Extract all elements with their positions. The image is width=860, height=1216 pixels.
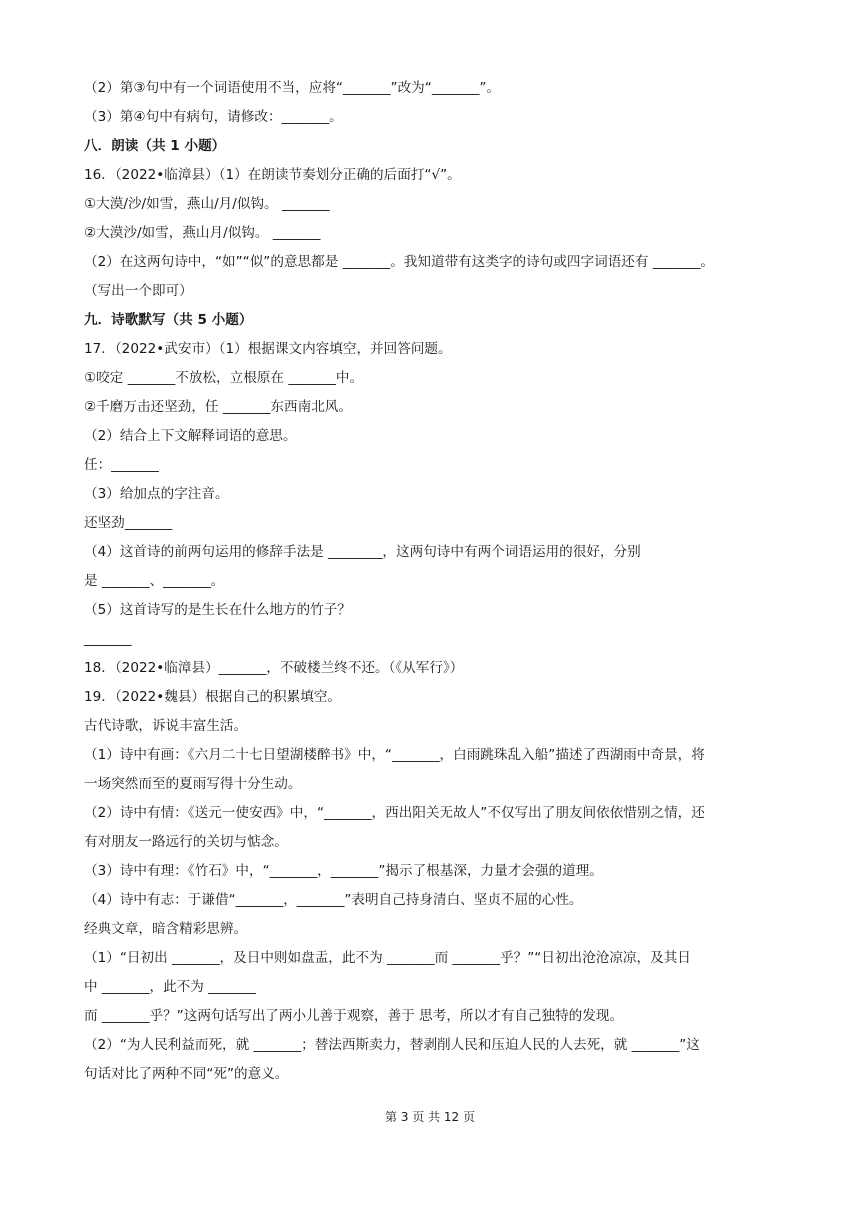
text-line: 一场突然而至的夏雨写得十分生动。 <box>84 776 302 792</box>
text-line: （4）诗中有志：于谦借“_______，_______”表明自己持身清白、坚贞不屈的心性。 <box>84 892 583 908</box>
text-line: 18．（2022•临漳县）_______，不破楼兰终不还。（《从军行》） <box>84 660 464 676</box>
text-line: （3）诗中有理：《竹石》中，“_______，_______”揭示了根基深，力量才会强的道理。 <box>84 863 603 879</box>
text-line: ②大漠沙/如雪，燕山月/似钩。 _______ <box>84 225 321 241</box>
text-line: 17．（2022•武安市）（1）根据课文内容填空，并回答问题。 <box>84 341 452 357</box>
text-line: 19．（2022•魏县）根据自己的积累填空。 <box>84 689 342 705</box>
text-line: （1）诗中有画：《六月二十七日望湖楼醉书》中，“_______，白雨跳珠乱入船”描述了西湖雨中奇景，将 <box>84 747 705 763</box>
text-line: 经典文章，暗含精彩思辨。 <box>84 921 248 937</box>
text-line: 任：_______ <box>84 457 159 473</box>
text-line: （2）在这两句诗中，“如”“似”的意思都是 _______。我知道带有这类字的诗句或四字词语还有 _______。 <box>84 254 714 270</box>
text-line: 古代诗歌，诉说丰富生活。 <box>84 718 248 734</box>
text-line: （写出一个即可） <box>84 283 193 299</box>
text-line: （3）第④句中有病句，请修改：_______。 <box>84 109 343 125</box>
text-line: ①大漠/沙/如雪，燕山/月/似钩。 _______ <box>84 196 330 212</box>
text-line: （3）给加点的字注音。 <box>84 486 229 502</box>
page-footer: 第 3 页 共 12 页 <box>385 1110 475 1124</box>
text-line: 有对朋友一路远行的关切与惦念。 <box>84 834 288 850</box>
text-line: ②千磨万击还坚劲，任 _______东西南北风。 <box>84 399 352 415</box>
text-line: （2）“为人民利益而死，就 _______；替法西斯卖力，替剥削人民和压迫人民的人去死，就 _______”这 <box>84 1037 700 1053</box>
text-line: 是 _______、_______。 <box>84 573 225 589</box>
text-line: （1）“日初出 _______，及日中则如盘盂，此不为 _______而 _______乎？”“日初出沧沧凉凉，及其日 <box>84 950 691 966</box>
text-line: _______ <box>84 631 132 647</box>
text-line: （2）第③句中有一个词语使用不当，应将“_______”改为“_______”。 <box>84 80 501 96</box>
section-heading: 九．诗歌默写（共 5 小题） <box>84 312 253 328</box>
text-line: 中 _______，此不为 _______ <box>84 979 256 995</box>
text-line: （4）这首诗的前两句运用的修辞手法是 ________，这两句诗中有两个词语运用的很好，分别 <box>84 544 641 560</box>
text-line: 还坚劲_______ <box>84 515 173 531</box>
text-line: （2）结合上下文解释词语的意思。 <box>84 428 297 444</box>
text-line: 句话对比了两种不同“死”的意义。 <box>84 1066 289 1082</box>
text-line: 16．（2022•临漳县）（1）在朗读节奏划分正确的后面打“√”。 <box>84 167 461 183</box>
text-line: （2）诗中有情：《送元一使安西》中，“_______，西出阳关无故人”不仅写出了朋友间依依惜别之情，还 <box>84 805 705 821</box>
text-line: （5）这首诗写的是生长在什么地方的竹子？ <box>84 602 351 618</box>
text-line: ①咬定 _______不放松，立根原在 _______中。 <box>84 370 364 386</box>
text-line: 而 _______乎？”这两句话写出了两小儿善于观察，善于 思考，所以才有自己独特的发现。 <box>84 1008 624 1024</box>
section-heading: 八．朗读（共 1 小题） <box>84 138 226 154</box>
document-page <box>84 74 784 1089</box>
